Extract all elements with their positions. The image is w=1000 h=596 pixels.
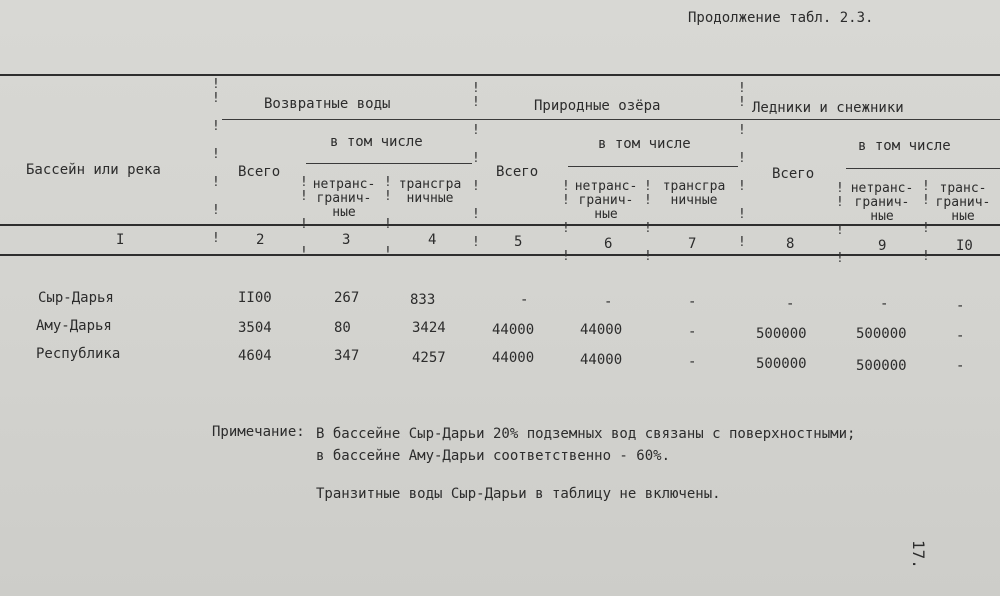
header-total-1: Всего bbox=[238, 164, 281, 180]
table-cell: 4604 bbox=[238, 348, 272, 364]
incl-rule-1 bbox=[306, 163, 472, 164]
header-total-3: Всего bbox=[772, 166, 815, 182]
table-cell: 500000 bbox=[856, 358, 907, 374]
col-number-6: 6 bbox=[604, 236, 613, 252]
table-caption: Продолжение табл. 2.3. bbox=[688, 10, 874, 26]
col-number-10: I0 bbox=[956, 238, 973, 254]
table-cell: - bbox=[688, 354, 697, 370]
col-number-5: 5 bbox=[514, 234, 523, 250]
group-title-glaciers: Ледники и снежники bbox=[752, 100, 904, 116]
table-cell: 44000 bbox=[492, 322, 535, 338]
header-nontransboundary-1: нетранс- гранич- ные bbox=[312, 177, 376, 220]
document-page: Продолжение табл. 2.3. ! ! ! ! ! ! ! ! ! ! ! ! ! ! ! ! ! ! ! ! ! ! ! ! ! ! ! ! ! ! ! ! ! ! ! ! ! ! ! ! ! ! ! ! ! Бассейн или река Возвратные воды Природные озёра Ледники и снежники Всего Всего Всего в том числе в том числе в том числе нетранс- гранич- ные трансгра ничные нетранс- гранич- ные трансгра ничные нетранс- гранич- ные транс- гранич- ные I 2 3 4 5 6 7 8 9 I0 Сыр-Дарья II00 267 833 - - - - - - Аму-Дарья 3504 80 3424 44000 44000 - 500000 500000 - Республика 4604 347 4257 44000 44000 - 500000 500000 - Примечание: В бассейне Сыр-Дарьи 20% подземных вод связаны с поверхностными; в бассейне Аму-Дарьи соответственно - 60%. Транзитные воды Сыр-Дарьи в таблицу не включены. 17. bbox=[0, 0, 1000, 596]
header-transboundary-1: трансгра ничные bbox=[398, 177, 462, 206]
table-cell: - bbox=[688, 294, 697, 310]
stub-header: Бассейн или река bbox=[26, 162, 161, 178]
note-line-1: В бассейне Сыр-Дарьи 20% подземных вод связаны с поверхностными; bbox=[316, 426, 856, 442]
incl-rule-2 bbox=[568, 166, 738, 167]
header-transboundary-2: трансгра ничные bbox=[662, 179, 726, 208]
table-cell: - bbox=[956, 358, 965, 374]
table-cell: 267 bbox=[334, 290, 360, 306]
col-number-2: 2 bbox=[256, 232, 265, 248]
table-cell: - bbox=[880, 296, 889, 312]
table-cell: 500000 bbox=[856, 326, 907, 342]
group-header-rule bbox=[222, 119, 1000, 120]
page-number: 17. bbox=[909, 540, 928, 569]
header-incl-3: в том числе bbox=[858, 138, 951, 154]
table-cell: 44000 bbox=[580, 322, 623, 338]
header-total-2: Всего bbox=[496, 164, 539, 180]
table-cell: - bbox=[956, 328, 965, 344]
numbers-bottom-rule bbox=[0, 254, 1000, 256]
group-title-returned-waters: Возвратные воды bbox=[264, 96, 391, 112]
header-incl-1: в том числе bbox=[330, 134, 423, 150]
note-line-2: в бассейне Аму-Дарьи соответственно - 60%. bbox=[316, 448, 671, 464]
note-label: Примечание: bbox=[212, 424, 305, 440]
incl-rule-3 bbox=[846, 168, 1000, 169]
col-number-9: 9 bbox=[878, 238, 887, 254]
header-nontransboundary-2: нетранс- гранич- ные bbox=[574, 179, 638, 222]
table-cell: 4257 bbox=[412, 350, 446, 366]
col-number-7: 7 bbox=[688, 236, 697, 252]
note-line-3: Транзитные воды Сыр-Дарьи в таблицу не включены. bbox=[316, 486, 721, 502]
table-cell: - bbox=[786, 296, 795, 312]
table-cell: 347 bbox=[334, 348, 360, 364]
row-name: Аму-Дарья bbox=[36, 318, 112, 334]
table-cell: 833 bbox=[410, 292, 436, 308]
table-cell: 44000 bbox=[580, 352, 623, 368]
table-cell: - bbox=[956, 298, 965, 314]
table-cell: 3504 bbox=[238, 320, 272, 336]
table-cell: II00 bbox=[238, 290, 272, 306]
table-top-rule bbox=[0, 74, 1000, 76]
row-name: Сыр-Дарья bbox=[38, 290, 114, 306]
row-name: Республика bbox=[36, 346, 121, 362]
header-incl-2: в том числе bbox=[598, 136, 691, 152]
table-cell: 80 bbox=[334, 320, 351, 336]
table-cell: 500000 bbox=[756, 356, 807, 372]
table-cell: - bbox=[520, 292, 529, 308]
table-cell: - bbox=[688, 324, 697, 340]
group-title-natural-lakes: Природные озёра bbox=[534, 98, 661, 114]
table-cell: - bbox=[604, 294, 613, 310]
table-cell: 500000 bbox=[756, 326, 807, 342]
header-nontransboundary-3: нетранс- гранич- ные bbox=[850, 181, 914, 224]
table-cell: 3424 bbox=[412, 320, 446, 336]
table-cell: 44000 bbox=[492, 350, 535, 366]
col-number-8: 8 bbox=[786, 236, 795, 252]
col-number-4: 4 bbox=[428, 232, 437, 248]
header-bottom-rule bbox=[0, 224, 1000, 226]
col-number-3: 3 bbox=[342, 232, 351, 248]
header-transboundary-3: транс- гранич- ные bbox=[935, 181, 991, 224]
col-number-1: I bbox=[116, 232, 125, 248]
